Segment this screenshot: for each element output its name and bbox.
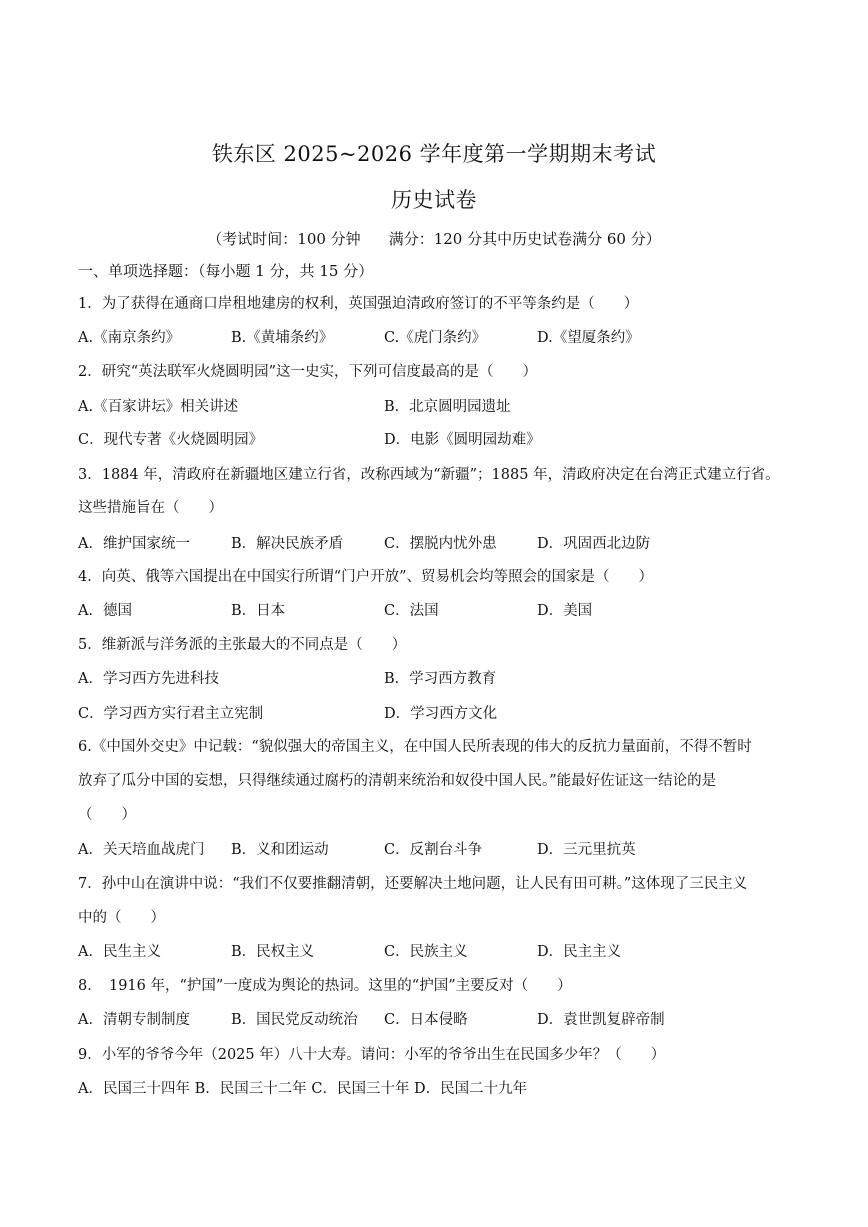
option: C．日本侵略: [384, 1012, 468, 1028]
option: A．德国: [78, 603, 132, 619]
option: B．义和团运动: [231, 842, 329, 858]
question-9-text: 9．小军的爷爷今年（2025 年）八十大寿。请问：小军的爷爷出生在民国多少年？（ ）: [78, 1047, 666, 1063]
option: B．解决民族矛盾: [231, 536, 344, 552]
option: D．美国: [537, 603, 593, 619]
option: C．反割台斗争: [384, 842, 483, 858]
option: D．巩固西北边防: [537, 536, 651, 552]
option: C.《虎门条约》: [384, 330, 487, 346]
option: B．民权主义: [231, 944, 315, 960]
option: B．国民党反动统治: [231, 1012, 358, 1028]
option: C．现代专著《火烧圆明园》: [78, 432, 264, 448]
question-6-text: 放弃了瓜分中国的妄想，只得继续通过腐朽的清朝来统治和奴役中国人民。”能最好佐证这一结论的是: [78, 773, 717, 789]
option: D.《望厦条约》: [537, 330, 640, 346]
question-6-text: 6.《中国外交史》中记载：“貌似强大的帝国主义，在中国人民所表现的伟大的反抗力量面前，不得不暂时: [78, 739, 752, 755]
question-6-text: （ ）: [78, 807, 136, 823]
option: D．三元里抗英: [537, 842, 636, 858]
option: A．清朝专制制度: [78, 1012, 190, 1028]
exam-subtitle: 历史试卷: [391, 188, 477, 212]
question-3-text: 3．1884 年，清政府在新疆地区建立行省，改称西域为“新疆”；1885 年，清政府决定在台湾正式建立行省。: [78, 467, 780, 483]
exam-title: 铁东区 2025~2026 学年度第一学期期末考试: [211, 142, 657, 166]
option: B．北京圆明园遗址: [384, 399, 511, 415]
question-2-text: 2．研究“英法联军火烧圆明园”这一史实，下列可信度最高的是（ ）: [78, 364, 538, 380]
exam-time: （考试时间：100 分钟: [207, 230, 361, 248]
question-3-text: 这些措施旨在（ ）: [78, 500, 223, 516]
option: C．法国: [384, 603, 439, 619]
question-8-text: 8． 1916 年，“护国”一度成为舆论的热词。这里的“护国”主要反对（ ）: [78, 978, 572, 994]
option: B.《黄埔条约》: [231, 330, 334, 346]
question-9-options: A．民国三十四年 B．民国三十二年 C．民国三十年 D．民国二十九年: [78, 1081, 528, 1097]
option: B．学习西方教育: [384, 671, 497, 687]
exam-score: 满分：120 分其中历史试卷满分 60 分）: [388, 230, 661, 248]
option: C．学习西方实行君主立宪制: [78, 706, 264, 722]
question-4-text: 4．向英、俄等六国提出在中国实行所谓“门户开放”、贸易机会均等照会的国家是（ ）: [78, 569, 654, 585]
option: A．民生主义: [78, 944, 161, 960]
option: D．袁世凯复辟帝制: [537, 1012, 665, 1028]
option: A．维护国家统一: [78, 536, 190, 552]
option: D．电影《圆明园劫难》: [384, 432, 541, 448]
option: A．关天培血战虎门: [78, 842, 205, 858]
question-5-text: 5．维新派与洋务派的主张最大的不同点是（ ）: [78, 637, 407, 653]
option: D．民主主义: [537, 944, 622, 960]
option: A.《百家讲坛》相关讲述: [78, 399, 239, 415]
option: C．民族主义: [384, 944, 468, 960]
option: C．摆脱内忧外患: [384, 536, 497, 552]
question-7-text: 中的（ ）: [78, 910, 165, 926]
option: A.《南京条约》: [78, 330, 181, 346]
section-heading: 一、单项选择题：（每小题 1 分，共 15 分）: [78, 262, 374, 280]
exam-meta: [0, 228, 868, 249]
question-7-text: 7．孙中山在演讲中说：“我们不仅要推翻清朝，还要解决土地问题，让人民有田可耕。”这体现了三民主义: [78, 876, 748, 892]
question-1-text: 1．为了获得在通商口岸租地建房的权利，英国强迫清政府签订的不平等条约是（ ）: [78, 296, 639, 312]
option: D．学习西方文化: [384, 706, 498, 722]
option: A．学习西方先进科技: [78, 671, 219, 687]
option: B．日本: [231, 603, 286, 619]
